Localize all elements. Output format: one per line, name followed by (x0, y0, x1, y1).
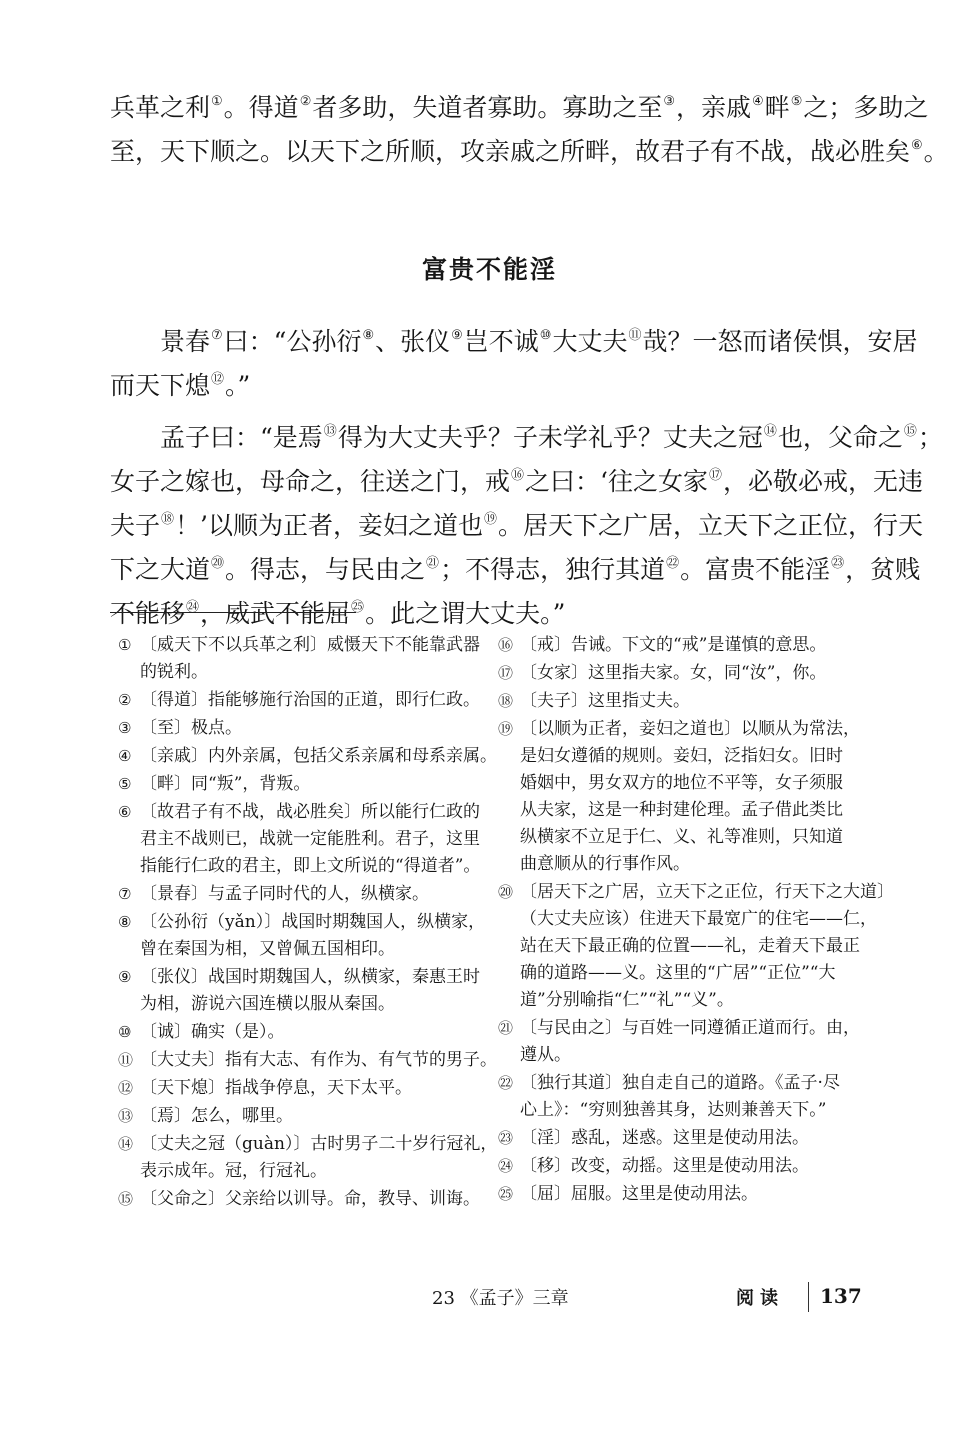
footnote-item (498, 1070, 860, 1124)
intro-paragraph (110, 86, 949, 174)
footnote-ref[interactable]: ㉓ (831, 556, 845, 571)
section-label: 阅读 (736, 1288, 784, 1309)
footnote-line: 遵从。 (520, 1045, 571, 1065)
para2-line-5: 不能移$^㉔$，威武不能屈$^㉕$。此之谓大丈夫。” (110, 599, 566, 628)
footnote-ref[interactable]: ⑫ (211, 372, 225, 387)
footnote-text (140, 743, 497, 770)
footnote-line: 〔戒〕告诫。下文的“戒”是谨慎的意思。 (520, 635, 827, 655)
footnote-ref[interactable]: ⑲ (483, 512, 497, 527)
footnote-ref[interactable]: ⑳ (211, 556, 225, 571)
footnote-ref[interactable]: ④ (752, 94, 764, 109)
footnote-item (498, 632, 860, 659)
footnote-ref[interactable]: ⑱ (161, 512, 175, 527)
footnote-number: ㉓ (498, 1129, 514, 1147)
footnote-number: ⑰ (498, 664, 514, 682)
main-text (110, 320, 943, 644)
intro-line-1: 兵革之利①。得道②者多助，失道者寡助。寡助之至③，亲戚④畔⑤之；多助之 (110, 93, 929, 122)
footnote-item (498, 716, 860, 878)
footnote-text (140, 1075, 478, 1102)
footnotes-left-column (118, 632, 498, 1214)
footnote-ref[interactable]: ㉔ (186, 600, 200, 615)
footnote-text (520, 632, 860, 659)
footnote-ref[interactable]: ⑤ (790, 94, 803, 109)
footnote-line: 〔故君子有不战，战必胜矣〕所以能行仁政的 (140, 802, 480, 822)
footnote-line: 从夫家，这是一种封建伦理。孟子借此类比 (520, 800, 843, 820)
paragraph-mencius (110, 416, 943, 636)
section-title: 富贵不能淫 (421, 255, 557, 284)
footnote-line: 〔居天下之广居，立天下之正位，行天下之大道〕 (520, 882, 894, 902)
footnote-line: 〔得道〕指能够施行治国的正道，即行仁政。 (140, 690, 480, 710)
footnote-line: 〔公孙衍（yǎn）〕战国时期魏国人，纵横家， (140, 912, 486, 932)
footnote-ref[interactable]: ③ (663, 94, 676, 109)
footnote-ref[interactable]: ① (211, 94, 223, 109)
footnote-line: 〔威天下不以兵革之利〕威慑天下不能靠武器 (140, 635, 480, 655)
footnote-item (118, 687, 478, 714)
footnote-number: ⑯ (498, 636, 514, 654)
footnote-number: ⑤ (118, 775, 132, 793)
footnote-item (118, 1131, 498, 1185)
footnote-text (140, 1131, 497, 1185)
footnote-line: 〔与民由之〕与百姓一同遵循正道而行。由， (520, 1018, 860, 1038)
footnote-ref[interactable]: ㉕ (351, 600, 365, 615)
footnote-text (140, 632, 480, 686)
para1-line-1: 景春⑦曰：“公孙衍⑧、张仪⑨岂不诚⑩大丈夫⑪哉？一怒而诸侯惧，安居 (160, 327, 918, 356)
footnote-line: 婚姻中，男女双方的地位不平等，女子须服 (520, 773, 843, 793)
footnote-item (118, 799, 481, 880)
footnote-ref[interactable]: ⑥ (911, 138, 923, 153)
footnote-item (498, 688, 860, 715)
footnote-ref[interactable]: ⑮ (903, 424, 917, 439)
para2-line-4: 下之大道⑳。得志，与民由之$^㉑$；不得志，独行其道$^㉒$。富贵不能淫$^㉓$，贫贱 (110, 555, 921, 584)
footnote-text (520, 879, 894, 1014)
footnote-text (520, 688, 860, 715)
footnote-line: 纵横家不立足于仁、义、礼等准则，只知道 (520, 827, 843, 847)
footnote-text (140, 881, 478, 908)
footnote-text (140, 715, 478, 742)
footnote-line: 〔移〕改变，动摇。这里是使动用法。 (520, 1156, 809, 1176)
para1-line-2: 而天下熄⑫。” (110, 371, 251, 400)
footnote-line: 〔亲戚〕内外亲属，包括父系亲属和母系亲属。 (140, 746, 497, 766)
footnote-line: 的锐利。 (140, 662, 208, 682)
footnote-line: 表示成年。冠，行冠礼。 (140, 1161, 327, 1181)
footnote-line: 〔张仪〕战国时期魏国人，纵横家，秦惠王时 (140, 967, 480, 987)
footnote-item (118, 964, 478, 1018)
footnote-line: 心上》：“穷则独善其身，达则兼善天下。” (520, 1100, 827, 1120)
footnote-number: ⑭ (118, 1135, 134, 1153)
footnote-line: 〔诚〕确实（是）。 (140, 1022, 285, 1042)
footnote-ref[interactable]: ⑨ (451, 328, 463, 343)
footnote-number: ② (118, 691, 132, 709)
footnote-line: 〔至〕极点。 (140, 718, 242, 738)
footnote-item (118, 715, 478, 742)
footnote-number: ⑦ (118, 885, 132, 903)
footnote-text (520, 1070, 860, 1124)
footnote-item (118, 1103, 478, 1130)
footnote-number: ③ (118, 719, 132, 737)
footnote-text (140, 1103, 478, 1130)
footnote-text (140, 687, 480, 714)
footnote-item (118, 743, 497, 770)
footnote-text (520, 1153, 860, 1180)
footnote-number: ⑪ (118, 1051, 134, 1069)
footnote-line: 〔女家〕这里指夫家。女，同“汝”，你。 (520, 663, 827, 683)
footnote-line: 确的道路——义。这里的“广居”“正位”“大 (520, 963, 836, 983)
footnote-number: ⑩ (118, 1023, 132, 1041)
footnote-text (140, 1047, 497, 1074)
footnote-item (118, 909, 486, 963)
footnote-divider (110, 612, 356, 613)
footnote-line: 道”分别喻指“仁”“礼”“义”。 (520, 990, 734, 1010)
footnote-ref[interactable]: ⑪ (628, 328, 642, 343)
footnote-number: ⑫ (118, 1079, 134, 1097)
footnote-item (118, 632, 478, 686)
footnote-line: 〔屈〕屈服。这里是使动用法。 (520, 1184, 758, 1204)
footer-divider (808, 1282, 809, 1312)
footnote-item (498, 660, 860, 687)
footnote-ref[interactable]: ⑦ (211, 328, 223, 343)
footnote-line: 〔天下熄〕指战争停息，天下太平。 (140, 1078, 412, 1098)
footnote-number: ㉑ (498, 1019, 514, 1037)
footnote-line: 〔父命之〕父亲给以训导。命，教导、训诲。 (140, 1189, 480, 1209)
footnote-line: 是妇女遵循的规则。妾妇，泛指妇女。旧时 (520, 746, 843, 766)
para2-line-1: 孟子曰：“是焉⑬得为大丈夫乎？子未学礼乎？丈夫之冠⑭也，父命之⑮； (160, 423, 943, 452)
footnote-line: 站在天下最正确的位置——礼，走着天下最正 (520, 936, 860, 956)
footnote-line: 〔以顺为正者，妾妇之道也〕以顺从为常法， (520, 719, 860, 739)
footnote-number: ⑮ (118, 1190, 134, 1208)
footnote-line: 指能行仁政的君主，即上文所说的“得道者”。 (140, 856, 481, 876)
footnote-ref[interactable]: ⑯ (511, 468, 525, 483)
footnote-item (498, 1125, 860, 1152)
footnote-line: 〔淫〕惑乱，迷惑。这里是使动用法。 (520, 1128, 809, 1148)
footnote-line: 为相，游说六国连横以服从秦国。 (140, 994, 395, 1014)
footnote-line: 曾在秦国为相，又曾佩五国相印。 (140, 939, 395, 959)
footnote-item (118, 1186, 478, 1213)
footnote-ref[interactable]: ㉑ (426, 556, 440, 571)
footnote-item (498, 1153, 860, 1180)
footnote-text (520, 1125, 860, 1152)
footnote-item (118, 881, 478, 908)
intro-line-2: 至，天下顺之。以天下之所顺，攻亲戚之所畔，故君子有不战，战必胜矣⑥。 (110, 137, 949, 166)
footnote-line: 〔大丈夫〕指有大志、有作为、有气节的男子。 (140, 1050, 497, 1070)
footnote-ref[interactable]: ⑩ (539, 328, 552, 343)
footnote-ref[interactable]: ⑰ (708, 468, 722, 483)
footnote-item (118, 1019, 478, 1046)
footnote-line: 〔夫子〕这里指丈夫。 (520, 691, 690, 711)
footnote-line: 〔焉〕怎么，哪里。 (140, 1106, 293, 1126)
footnote-number: ㉒ (498, 1074, 514, 1092)
chapter-label: 23 《孟子》三章 (432, 1288, 569, 1309)
footnote-number: ⑥ (118, 803, 132, 821)
footnote-text (520, 660, 860, 687)
footnote-item (118, 1047, 497, 1074)
footnote-line: 〔独行其道〕独自走自己的道路。《孟子·尽 (520, 1073, 840, 1093)
footnote-number: ⑬ (118, 1107, 134, 1125)
footnote-text (140, 964, 480, 1018)
footnote-item (498, 1181, 860, 1208)
footnote-text (520, 1181, 860, 1208)
footnote-ref[interactable]: ② (299, 94, 312, 109)
footnote-text (520, 1015, 860, 1069)
footnote-text (140, 1019, 478, 1046)
footnote-line: 〔丈夫之冠（guàn）〕古时男子二十岁行冠礼， (140, 1134, 498, 1154)
footnote-line: 君主不战则已，战就一定能胜利。君子，这里 (140, 829, 480, 849)
footnote-ref[interactable]: ⑭ (763, 424, 777, 439)
footnote-text (140, 771, 478, 798)
footnote-number: ㉔ (498, 1157, 514, 1175)
paragraph-jingchun (110, 320, 918, 408)
footnote-number: ⑧ (118, 913, 132, 931)
footnote-ref[interactable]: ⑬ (323, 424, 337, 439)
footnote-text (140, 799, 480, 880)
footnote-text (140, 909, 485, 963)
footnote-item (498, 1015, 860, 1069)
para2-line-2: 女子之嫁也，母命之，往送之门，戒⑯之曰：‘往之女家⑰，必敬必戒，无违 (110, 467, 924, 496)
footnote-line: 〔景春〕与孟子同时代的人，纵横家。 (140, 884, 429, 904)
footnote-number: ① (118, 636, 132, 654)
footnote-number: ⑲ (498, 720, 514, 738)
footnote-item (118, 771, 478, 798)
footnote-number: ⑨ (118, 968, 132, 986)
para2-line-3: 夫子⑱！’以顺为正者，妾妇之道也⑲。居天下之广居，立天下之正位，行天 (110, 511, 924, 540)
footnote-line: （大丈夫应该）住进天下最宽广的住宅——仁， (520, 909, 877, 929)
footnote-number: ⑱ (498, 692, 514, 710)
footnote-number: ⑳ (498, 883, 514, 901)
footnote-text (140, 1186, 480, 1213)
footnote-line: 曲意顺从的行事作风。 (520, 854, 690, 874)
footnote-number: ④ (118, 747, 132, 765)
footnote-item (118, 1075, 478, 1102)
footnote-item (498, 879, 894, 1014)
footnote-ref[interactable]: ⑧ (362, 328, 375, 343)
footnote-text (520, 716, 860, 878)
footnote-ref[interactable]: ㉒ (666, 556, 680, 571)
footnotes-right-column (498, 632, 894, 1209)
footnote-line: 〔畔〕同“叛”，背叛。 (140, 774, 311, 794)
footnote-number: ㉕ (498, 1185, 514, 1203)
page-number: 137 (820, 1284, 862, 1308)
